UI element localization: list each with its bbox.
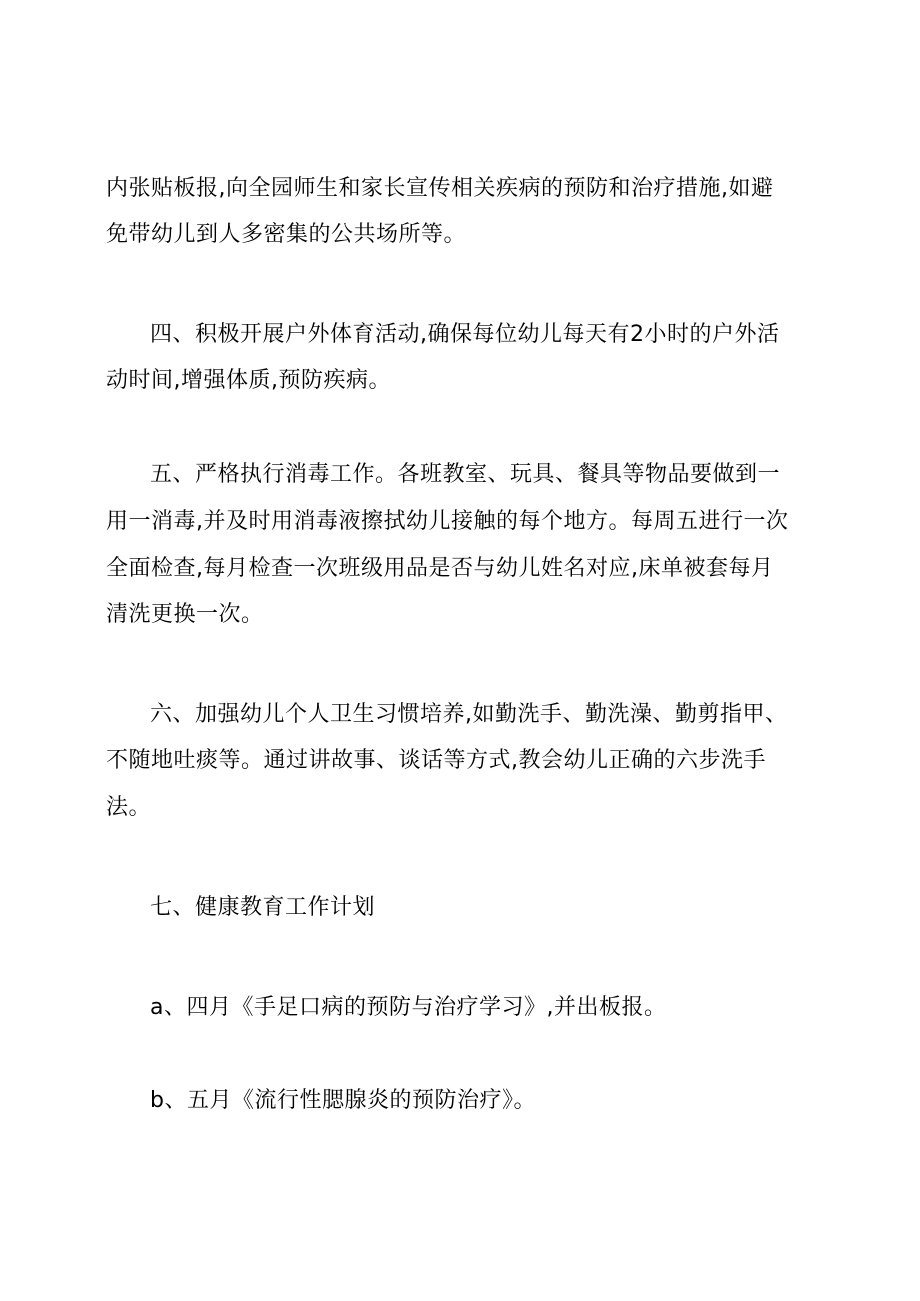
paragraph-line: 内张贴板报,向全园师生和家长宣传相关疾病的预防和治疗措施,如避 (106, 176, 774, 201)
paragraph-line: 不随地吐痰等。通过讲故事、谈话等方式,教会幼儿正确的六步洗手 (106, 748, 766, 773)
paragraph-line: 用一消毒,并及时用消毒液擦拭幼儿接触的每个地方。每周五进行一次 (106, 509, 789, 534)
paragraph-line: 动时间,增强体质,预防疾病。 (106, 368, 391, 393)
paragraph-line: 法。 (106, 795, 152, 820)
section-heading: 七、健康教育工作计划 (150, 895, 376, 920)
list-item: b、五月《流行性腮腺炎的预防治疗》。 (150, 1088, 536, 1113)
list-item: a、四月《手足口病的预防与治疗学习》,并出板报。 (150, 995, 667, 1020)
paragraph-line: 清洗更换一次。 (106, 602, 264, 627)
paragraph-line: 五、严格执行消毒工作。各班教室、玩具、餐具等物品要做到一 (150, 462, 781, 487)
paragraph-line: 免带幼儿到人多密集的公共场所等。 (106, 222, 467, 247)
paragraph-line: 四、积极开展户外体育活动,确保每位幼儿每天有2小时的户外活 (150, 322, 780, 347)
paragraph-line: 六、加强幼儿个人卫生习惯培养,如勤洗手、勤洗澡、勤剪指甲、 (150, 702, 788, 727)
paragraph-line: 全面检查,每月检查一次班级用品是否与幼儿姓名对应,床单被套每月 (106, 556, 774, 581)
